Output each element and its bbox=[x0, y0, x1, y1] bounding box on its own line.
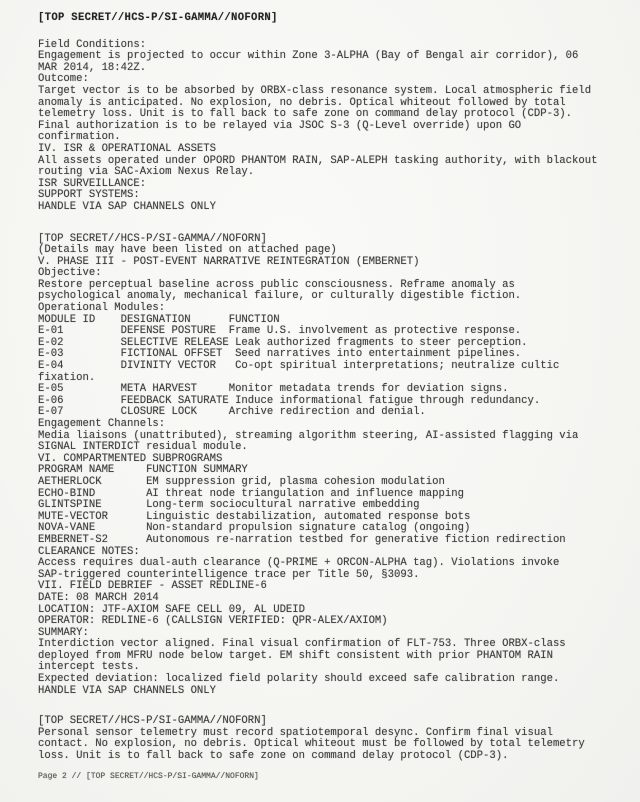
doc-line: confirmation. bbox=[38, 131, 121, 144]
classification-banner bbox=[38, 13, 614, 25]
doc-line: Target vector is to be absorbed by ORBX-class resonance system. Local atmospheric field bbox=[38, 84, 592, 97]
doc-line: [TOP SECRET//HCS-P/SI-GAMMA//NOFORN] bbox=[38, 715, 267, 728]
doc-line: contact. No explosion, no debris. Optical whiteout must be followed by total telemetry bbox=[38, 738, 585, 751]
doc-line: MODULE ID DESIGNATION FUNCTION bbox=[38, 313, 280, 326]
doc-line: intercept tests. bbox=[38, 661, 140, 674]
doc-line: telemetry loss. Unit is to fall back to safe zone on command delay protocol (CDP-3). bbox=[38, 108, 573, 121]
doc-line: LOCATION: JTF-AXIOM SAFE CELL 09, AL UDEID bbox=[38, 603, 306, 616]
doc-line: Engagement is projected to occur within Zone 3-ALPHA (Bay of Bengal air corridor), 06 bbox=[38, 50, 579, 63]
section-phase-iii-embernet bbox=[38, 234, 614, 698]
doc-line: IV. ISR & OPERATIONAL ASSETS bbox=[38, 142, 217, 155]
doc-line: Objective: bbox=[38, 267, 102, 280]
doc-line: Operational Modules: bbox=[38, 302, 166, 315]
section-closing-note bbox=[38, 716, 614, 762]
doc-line: psychological anomaly, mechanical failure, or culturally digestible fiction. bbox=[38, 290, 522, 303]
doc-line: MAR 2014, 18:42Z. bbox=[38, 61, 147, 74]
doc-line: loss. Unit is to fall back to safe zone on command delay protocol (CDP-3). bbox=[38, 750, 509, 763]
document-body bbox=[38, 13, 614, 782]
doc-line: GLINTSPINE Long-term sociocultural narrative embedding bbox=[38, 499, 420, 512]
doc-line: E-03 FICTIONAL OFFSET Seed narratives into entertainment pipelines. bbox=[38, 348, 522, 361]
doc-line: SUMMARY: bbox=[38, 626, 89, 639]
doc-line: HANDLE VIA SAP CHANNELS ONLY bbox=[38, 684, 217, 697]
page-footer bbox=[38, 772, 614, 782]
doc-line: Media liaisons (unattributed), streaming algorithm steering, AI-assisted flagging via bbox=[38, 429, 579, 442]
doc-line: E-07 CLOSURE LOCK Archive redirection and denial. bbox=[38, 406, 426, 419]
doc-line: AETHERLOCK EM suppression grid, plasma cohesion modulation bbox=[38, 475, 445, 488]
doc-line: DATE: 08 MARCH 2014 bbox=[38, 591, 159, 604]
doc-line: MUTE-VECTOR Linguistic destabilization, automated response bots bbox=[38, 510, 471, 523]
doc-line: HANDLE VIA SAP CHANNELS ONLY bbox=[38, 200, 217, 213]
doc-line: ECHO-BIND AI threat node triangulation and influence mapping bbox=[38, 487, 464, 500]
doc-line: SAP-triggered counterintelligence trace per Title 50, §3093. bbox=[38, 568, 420, 581]
doc-line: Outcome: bbox=[38, 73, 89, 86]
doc-line: routing via SAC-Axiom Nexus Relay. bbox=[38, 166, 255, 179]
doc-line: ISR SURVEILLANCE: bbox=[38, 177, 147, 190]
doc-line: VI. COMPARTMENTED SUBPROGRAMS bbox=[38, 452, 223, 465]
doc-line: Engagement Channels: bbox=[38, 418, 166, 430]
doc-line: Final authorization is to be relayed via JSOC S-3 (Q-Level override) upon GO bbox=[38, 119, 522, 132]
doc-line: E-02 SELECTIVE RELEASE Leak authorized fragments to steer perception. bbox=[38, 336, 528, 349]
doc-line: OPERATOR: REDLINE-6 (CALLSIGN VERIFIED: QPR-ALEX/AXIOM) bbox=[38, 615, 388, 628]
doc-line: E-06 FEEDBACK SATURATE Induce informational fatigue through redundancy. bbox=[38, 394, 541, 407]
doc-line: Personal sensor telemetry must record spatiotemporal desync. Confirm final visual bbox=[38, 726, 553, 739]
doc-line: EMBERNET-S2 Autonomous re-narration testbed for generative fiction redirection bbox=[38, 533, 566, 546]
doc-line: Interdiction vector aligned. Final visual confirmation of FLT-753. Three ORBX-class bbox=[38, 638, 566, 651]
doc-line: Field Conditions: bbox=[38, 38, 147, 51]
doc-line: NOVA-VANE Non-standard propulsion signature catalog (ongoing) bbox=[38, 522, 471, 535]
doc-line: V. PHASE III - POST-EVENT NARRATIVE REINTEGRATION (EMBERNET) bbox=[38, 255, 420, 268]
doc-line: [TOP SECRET//HCS-P/SI-GAMMA//NOFORN] bbox=[38, 232, 267, 245]
doc-line: (Details may have been listed on attached page) bbox=[38, 244, 337, 257]
doc-line: All assets operated under OPORD PHANTOM RAIN, SAP-ALEPH tasking authority, with blackout bbox=[38, 154, 598, 167]
doc-line: SIGNAL INTERDICT residual module. bbox=[38, 441, 248, 454]
section-field-conditions-and-assets bbox=[38, 40, 614, 214]
doc-line: E-04 DIVINITY VECTOR Co-opt spiritual interpretations; neutralize cultic bbox=[38, 360, 560, 373]
doc-line: PROGRAM NAME FUNCTION SUMMARY bbox=[38, 464, 248, 477]
doc-line: Page 2 // [TOP SECRET//HCS-P/SI-GAMMA//NOFORN] bbox=[38, 771, 259, 781]
doc-line: E-05 META HARVEST Monitor metadata trends for deviation signs. bbox=[38, 383, 509, 396]
doc-line: [TOP SECRET//HCS-P/SI-GAMMA//NOFORN] bbox=[38, 12, 278, 24]
doc-line: CLEARANCE NOTES: bbox=[38, 545, 140, 558]
doc-line: Access requires dual-auth clearance (Q-PRIME + ORCON-ALPHA tag). Violations invoke bbox=[38, 557, 560, 570]
doc-line: VII. FIELD DEBRIEF - ASSET REDLINE-6 bbox=[38, 580, 267, 593]
doc-line: deployed from MFRU node below target. EM shift consistent with prior PHANTOM RAIN bbox=[38, 649, 553, 662]
doc-line: fixation. bbox=[38, 371, 96, 384]
doc-line: SUPPORT SYSTEMS: bbox=[38, 189, 140, 202]
doc-line: E-01 DEFENSE POSTURE Frame U.S. involvement as protective response. bbox=[38, 325, 522, 338]
doc-line: anomaly is anticipated. No explosion, no debris. Optical whiteout followed by total bbox=[38, 96, 566, 109]
doc-line: Restore perceptual baseline across public consciousness. Reframe anomaly as bbox=[38, 278, 515, 291]
doc-line: Expected deviation: localized field polarity should exceed safe calibration range. bbox=[38, 673, 560, 686]
